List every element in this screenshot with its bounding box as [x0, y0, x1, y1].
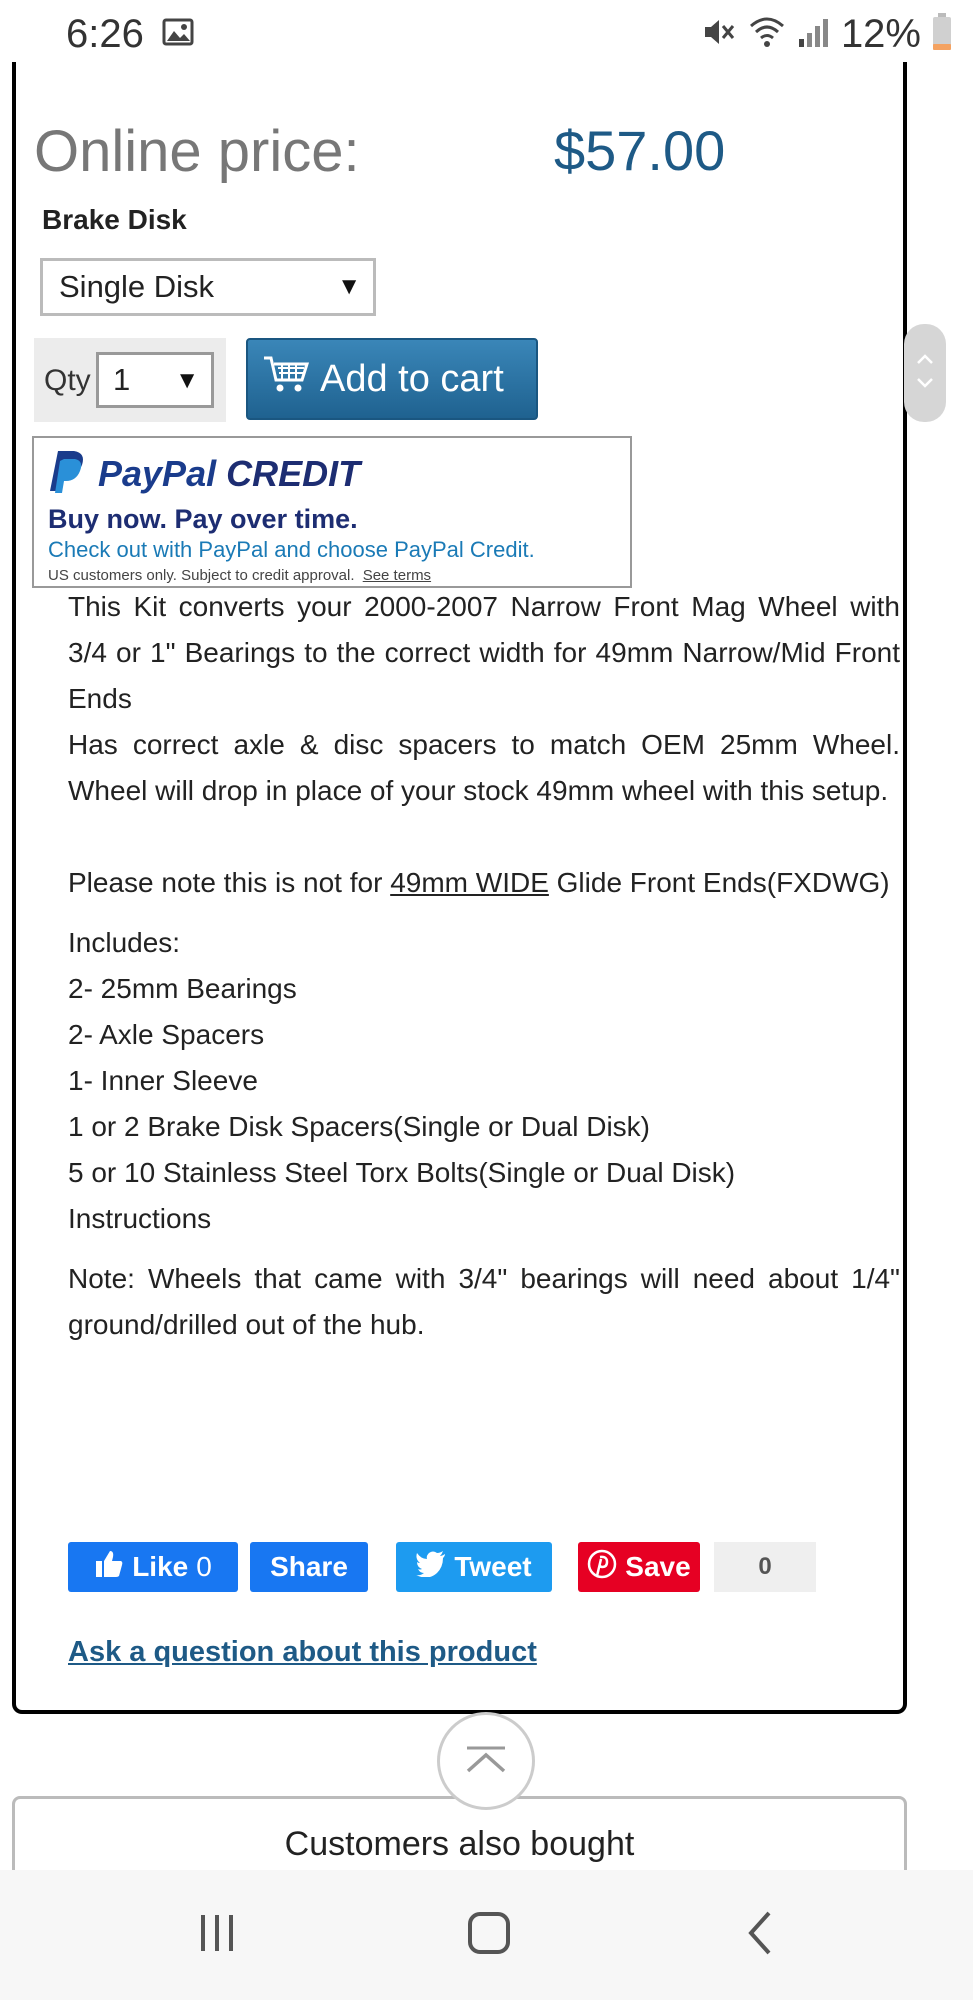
dropdown-arrow-icon: ▼ [337, 273, 361, 300]
social-share-row [68, 1542, 828, 1592]
paypal-brand: PayPal [98, 453, 217, 494]
includes-title: Includes: [68, 927, 181, 958]
tweet-button[interactable] [396, 1542, 552, 1592]
image-icon [162, 16, 194, 53]
quantity-value: 1 [113, 362, 131, 397]
cart-icon [262, 354, 310, 404]
price-value: $57.00 [554, 119, 726, 182]
paypal-see-terms-link[interactable]: See terms [362, 567, 432, 584]
chevron-up-icon [463, 1744, 509, 1779]
mute-icon [701, 14, 737, 55]
note-after-text: Glide Front Ends(FXDWG) [556, 867, 890, 898]
facebook-share-button[interactable] [250, 1542, 368, 1592]
note-before-text: Please note this is not for [68, 867, 383, 898]
paypal-credit-word: CREDIT [226, 453, 361, 494]
paypal-headline: Buy now. Pay over time. [48, 504, 358, 534]
paypal-disclaimer: US customers only. Subject to credit approval. [48, 567, 355, 584]
description-paragraph-1: This Kit converts your 2000-2007 Narrow Front Mag Wheel with 3/4 or 1" Bearings to the correct width for 49mm Narrow/Mid Front Ends [68, 591, 900, 714]
brake-disk-label: Brake Disk [42, 204, 187, 235]
fast-scroll-handle[interactable] [904, 324, 946, 422]
add-to-cart-label: Add to cart [320, 357, 504, 400]
price-label: Online price: [34, 119, 360, 184]
brake-disk-select[interactable] [40, 258, 376, 316]
status-bar [0, 0, 973, 66]
back-chevron-icon [743, 1909, 779, 1962]
pinterest-count: 0 [714, 1542, 816, 1592]
scroll-to-top-button[interactable] [437, 1712, 535, 1810]
includes-list [68, 966, 900, 1242]
paypal-subline: Check out with PayPal and choose PayPal Credit. [48, 537, 535, 562]
thumbs-up-icon [94, 1549, 124, 1586]
status-icons [701, 10, 953, 58]
paypal-logo-icon [48, 449, 88, 500]
list-item: 2- Axle Spacers [68, 1019, 265, 1050]
signal-icon [797, 15, 831, 54]
pinterest-icon [587, 1549, 617, 1586]
list-item: Instructions [68, 1203, 212, 1234]
battery-icon [931, 12, 953, 57]
also-bought-title: Customers also bought [284, 1825, 635, 1863]
ask-question-link[interactable]: Ask a question about this product [68, 1636, 537, 1668]
paypal-disclaimer-row [48, 567, 616, 584]
like-count: 0 [196, 1551, 212, 1582]
list-item: 1- Inner Sleeve [68, 1065, 258, 1096]
note-underlined-text: 49mm WIDE [390, 867, 549, 898]
home-button[interactable] [444, 1900, 534, 1970]
brake-disk-selected-value: Single Disk [59, 269, 215, 304]
qty-label: Qty [44, 364, 91, 397]
list-item: 5 or 10 Stainless Steel Torx Bolts(Single or Dual Disk) [68, 1157, 736, 1188]
product-description [68, 584, 900, 1348]
battery-percent: 12% [840, 11, 921, 56]
dropdown-arrow-icon: ▼ [175, 367, 199, 394]
home-icon [465, 1909, 513, 1962]
wide-glide-note [68, 860, 900, 906]
recent-apps-icon [195, 1911, 239, 1960]
wifi-icon [747, 14, 787, 55]
facebook-like-button[interactable] [68, 1542, 238, 1592]
back-button[interactable] [716, 1900, 806, 1970]
add-to-cart-button[interactable] [246, 338, 538, 420]
quantity-box [34, 338, 226, 422]
chevron-down-icon [915, 376, 935, 394]
tweet-label: Tweet [454, 1551, 532, 1582]
recent-apps-button[interactable] [172, 1900, 262, 1970]
chevron-up-icon [915, 352, 935, 370]
android-nav-bar [0, 1870, 973, 2000]
description-paragraph-2: Has correct axle & disc spacers to match OEM 25mm Wheel. Wheel will drop in place of your stock 49mm wheel with this setup. [68, 729, 900, 806]
pinterest-save-button[interactable] [578, 1542, 700, 1592]
quantity-select[interactable] [96, 352, 214, 408]
hub-note: Note: Wheels that came with 3/4" bearings will need about 1/4" ground/drilled out of the hub. [68, 1263, 900, 1340]
status-time: 6:26 [66, 12, 144, 56]
twitter-bird-icon [416, 1551, 446, 1584]
list-item: 2- 25mm Bearings [68, 973, 297, 1004]
paypal-credit-banner[interactable] [32, 436, 632, 588]
list-item: 1 or 2 Brake Disk Spacers(Single or Dual Disk) [68, 1111, 650, 1142]
save-label: Save [625, 1551, 691, 1582]
like-label: Like [132, 1551, 189, 1582]
share-label: Share [270, 1551, 348, 1582]
